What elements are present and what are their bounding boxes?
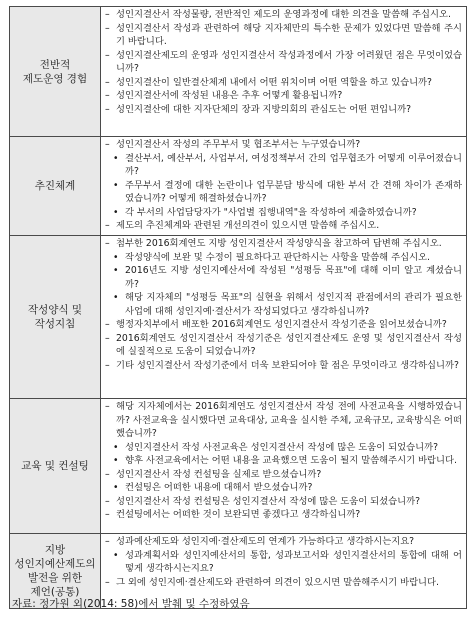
question-text: 결산부서, 예산부서, 사업부서, 여성정책부서 간의 업무협조가 어떻게 이루어졌습니까?	[125, 152, 462, 178]
sub-question-item	[105, 251, 462, 265]
table-row	[10, 399, 467, 534]
question-item	[105, 359, 462, 373]
dash-marker: –	[105, 103, 110, 115]
dash-marker: –	[105, 576, 110, 588]
dash-marker: –	[105, 49, 110, 61]
questions-cell	[101, 399, 467, 534]
question-text: 성인지결산서 작성 컨설팅을 실제로 받으셨습니까?	[116, 468, 322, 480]
question-text: 행정자치부에서 배포한 2016회계연도 성인지결산서 작성기준을 읽어보셨습니까?	[116, 319, 447, 331]
question-text: 기타 성인지결산서 작성기준에서 더욱 보완되어야 할 점은 무엇이라고 생각하십니까?	[116, 359, 459, 371]
question-text: 성인지결산서 작성물량, 전반적인 제도의 운영과정에 대한 의견을 말씀해 주십시오.	[116, 9, 451, 20]
bullet-marker: •	[113, 179, 119, 191]
question-text: 제도의 추진체계와 관련된 개선의견이 있으시면 말씀해 주십시오.	[116, 220, 380, 232]
category-cell: 작성양식 및 작성지침	[10, 236, 101, 399]
questions-cell	[101, 236, 467, 399]
question-item	[105, 8, 462, 22]
bullet-marker: •	[113, 206, 119, 218]
sub-question-item	[105, 179, 462, 206]
question-text: 성인지결산서 작성 사전교육은 성인지결산서 작성에 많은 도움이 되었습니까?	[125, 441, 439, 453]
question-item	[105, 535, 462, 549]
dash-marker: –	[105, 220, 110, 232]
category-cell: 교육 및 컨설팅	[10, 399, 101, 534]
sub-question-item	[105, 206, 462, 220]
sub-question-item	[105, 481, 462, 495]
dash-marker: –	[105, 359, 110, 371]
bullet-marker: •	[113, 292, 119, 304]
question-text: 2016년도 지방 성인지예산서에 작성된 "성평등 목표"에 대해 이미 알고 계셨습니까?	[125, 265, 462, 290]
category-cell: 전반적 제도운영 경험	[10, 7, 101, 137]
question-item	[105, 318, 462, 332]
question-item	[105, 400, 462, 441]
question-text: 그 외에 성인지예·결산제도와 관련하여 의견이 있으시면 말씀해주시기 바랍니다.	[116, 576, 439, 588]
question-item	[105, 237, 462, 251]
dash-marker: –	[105, 536, 110, 547]
table-row	[10, 137, 467, 236]
dash-marker: –	[105, 22, 110, 34]
interview-questions-table	[9, 6, 467, 609]
sub-question-item	[105, 441, 462, 455]
question-item	[105, 495, 462, 509]
question-text: 해당 지자체의 "성평등 목표"의 실현을 위해서 성인지적 관점에서의 관리가 필요한 사업에 대해 성인지예·결산서가 작성되었다고 생각하십니까?	[125, 292, 462, 317]
question-item	[105, 138, 462, 152]
dash-marker: –	[105, 319, 110, 331]
question-item	[105, 89, 462, 103]
dash-marker: –	[105, 468, 110, 480]
question-text: 성인지결산제도의 운영과 성인지결산서 작성과정에서 가장 어려웠던 점은 무엇이었습니까?	[116, 49, 462, 75]
sub-question-item	[105, 454, 462, 468]
question-text: 성과계획서와 성인지예산서의 통합, 성과보고서와 성인지결산서의 통합에 대해 어떻게 생각하시는지요?	[125, 549, 462, 575]
dash-marker: –	[105, 238, 110, 249]
bullet-marker: •	[113, 265, 119, 277]
questions-cell	[101, 137, 467, 236]
dash-marker: –	[105, 9, 110, 20]
sub-question-item	[105, 291, 462, 318]
question-text: 성인지결산서 작성과 관련하여 해당 지자체만의 특수한 문제가 있었다면 말씀해 주시기 바랍니다.	[116, 22, 462, 48]
bullet-marker: •	[113, 152, 119, 164]
question-text: 성과예산제도와 성인지예·결산제도의 연계가 가능하다고 생각하시는지요?	[116, 536, 415, 547]
question-text: 성인지결산서에 작성된 내용은 추후 어떻게 활용됩니까?	[116, 90, 343, 102]
question-text: 성인지결산서 작성 컨설팅은 성인지결산서 작성에 많은 도움이 되셨습니까?	[116, 495, 421, 507]
dash-marker: –	[105, 401, 110, 412]
table-row	[10, 236, 467, 399]
source-note: 자료: 정가원 외(2014: 58)에서 발췌 및 수정하였음	[12, 598, 250, 610]
question-text: 각 부서의 사업담당자가 "사업별 집행내역"을 작성하여 제출하였습니까?	[125, 206, 417, 218]
bullet-marker: •	[113, 482, 119, 494]
question-text: 향후 사전교육에서는 어떤 내용을 교육했으면 도움이 될지 말씀해주시기 바랍니다.	[125, 455, 457, 467]
question-item	[105, 22, 462, 49]
bullet-marker: •	[113, 441, 119, 453]
category-cell: 지방 성인지예산제도의 발전을 위한 제언(공통)	[10, 534, 101, 609]
sub-question-item	[105, 549, 462, 576]
dash-marker: –	[105, 332, 110, 344]
questions-cell	[101, 7, 467, 137]
dash-marker: –	[105, 90, 110, 102]
question-text: 2016회계연도 성인지결산서 작성기준은 성인지결산제도 운영 및 성인지결산서 작성에 실질적으로 도움이 되었습니까?	[116, 332, 462, 358]
question-item	[105, 508, 462, 522]
question-text: 성인지결산에 대한 지자단체의 장과 지방의회의 관심도는 어떤 편입니까?	[116, 103, 412, 115]
question-text: 작성양식에 보완 및 수정이 필요하다고 판단하시는 사항을 말씀해 주십시오.	[125, 251, 431, 263]
question-item	[105, 332, 462, 359]
question-text: 첨부한 2016회계연도 지방 성인지결산서 작성양식을 참고하여 답변해 주십시오.	[116, 238, 442, 249]
question-item	[105, 219, 462, 233]
bullet-marker: •	[113, 549, 119, 561]
question-item	[105, 103, 462, 117]
question-item	[105, 576, 462, 590]
sub-question-item	[105, 152, 462, 179]
bullet-marker: •	[113, 455, 119, 467]
question-text: 성인지결산서 작성의 주무부서 및 협조부서는 누구였습니까?	[116, 139, 361, 150]
dash-marker: –	[105, 509, 110, 521]
question-text: 성인지결산이 일반결산체계 내에서 어떤 위치이며 어떤 역할을 하고 있습니까?	[116, 76, 432, 88]
dash-marker: –	[105, 495, 110, 507]
question-item	[105, 49, 462, 76]
question-text: 주무부서 결정에 대한 논란이나 업무분담 방식에 대한 부서 간 견해 차이가 존재하였습니까? 어떻게 해결하셨습니까?	[125, 179, 462, 205]
sub-question-item	[105, 264, 462, 291]
category-cell: 추진체계	[10, 137, 101, 236]
table-row	[10, 7, 467, 137]
question-text: 해당 지자체에서는 2016회계연도 성인지결산서 작성 전에 사전교육을 시행하였습니까? 사전교육을 실시했다면 교육대상, 교육을 실시한 주체, 교육규모, 교육방식은 어떠했습니까?	[116, 401, 462, 440]
question-text: 컨설팅은 어떠한 내용에 대해서 받으셨습니까?	[125, 482, 313, 494]
dash-marker: –	[105, 139, 110, 150]
question-item	[105, 76, 462, 90]
bullet-marker: •	[113, 251, 119, 263]
question-item	[105, 468, 462, 482]
question-text: 컨설팅에서는 어떠한 것이 보완되면 좋겠다고 생각하십니까?	[116, 509, 361, 521]
dash-marker: –	[105, 76, 110, 88]
